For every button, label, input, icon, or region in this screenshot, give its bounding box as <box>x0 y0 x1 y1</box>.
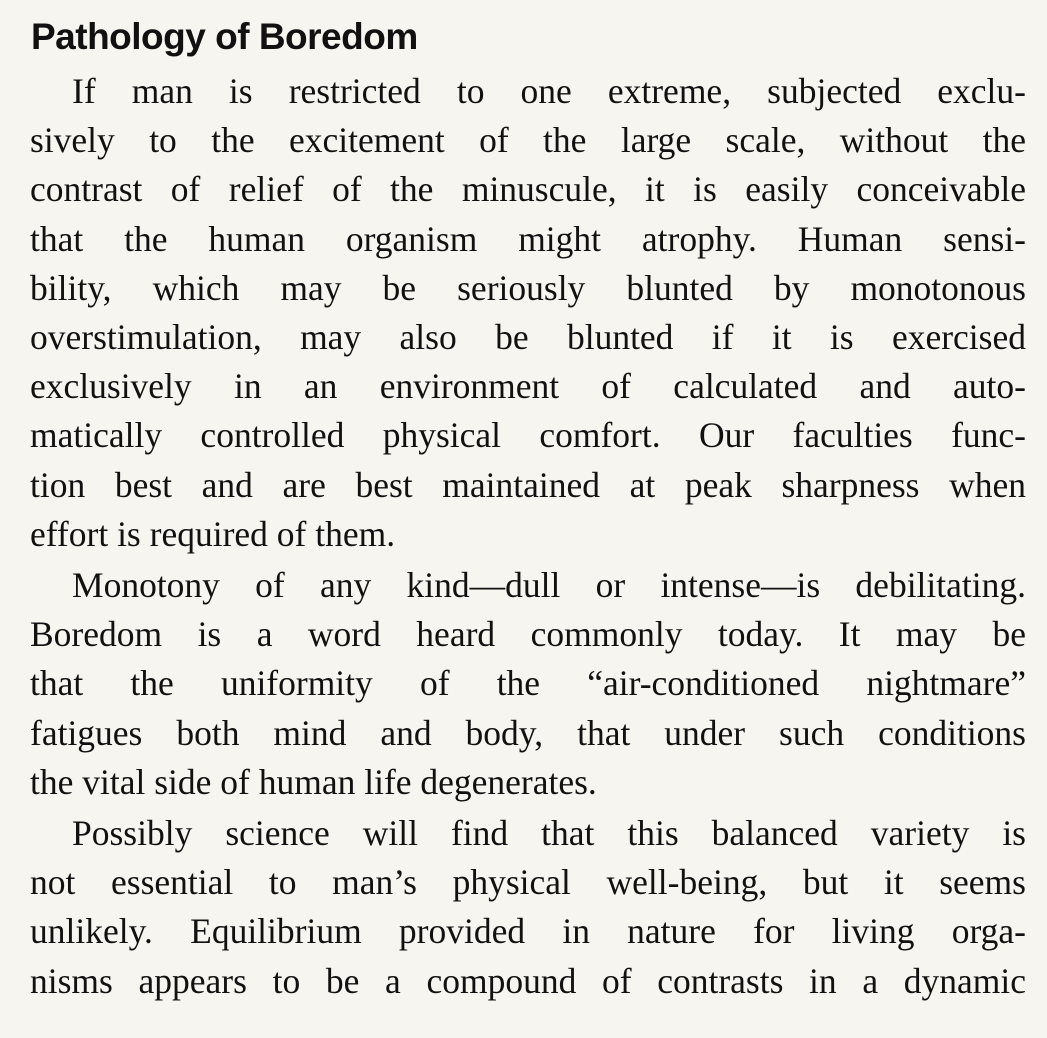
text-line: not essential to man’s physical well-being, but it seems <box>30 862 1026 902</box>
text-line: tion best and are best maintained at peak sharpness when <box>30 465 1026 505</box>
text-line: that the human organism might atrophy. Human sensi- <box>30 219 1026 259</box>
text-line: fatigues both mind and body, that under such conditions <box>30 713 1026 753</box>
text-line: exclusively in an environment of calculated and auto- <box>30 366 1026 406</box>
text-line: that the uniformity of the “air-conditioned nightmare” <box>30 663 1026 703</box>
text-line: bility, which may be seriously blunted by monotonous <box>30 268 1026 308</box>
section-heading: Pathology of Boredom <box>31 16 418 57</box>
text-line: unlikely. Equilibrium provided in nature for living orga- <box>30 911 1026 951</box>
text-line: matically controlled physical comfort. Our faculties func- <box>30 415 1026 455</box>
text-line: contrast of relief of the minuscule, it is easily conceivable <box>30 169 1026 209</box>
text-line: sively to the excitement of the large scale, without the <box>30 120 1026 160</box>
text-line: If man is restricted to one extreme, subjected exclu- <box>72 71 1026 111</box>
text-line: Possibly science will find that this balanced variety is <box>72 813 1026 853</box>
text-line: overstimulation, may also be blunted if it is exercised <box>30 317 1026 357</box>
text-line: effort is required of them. <box>30 514 396 554</box>
text-line: Boredom is a word heard commonly today. It may be <box>30 614 1026 654</box>
text-line: nisms appears to be a compound of contrasts in a dynamic <box>30 961 1026 1001</box>
text-line: Monotony of any kind—dull or intense—is debilitating. <box>72 565 1026 605</box>
text-line: the vital side of human life degenerates. <box>30 762 597 802</box>
